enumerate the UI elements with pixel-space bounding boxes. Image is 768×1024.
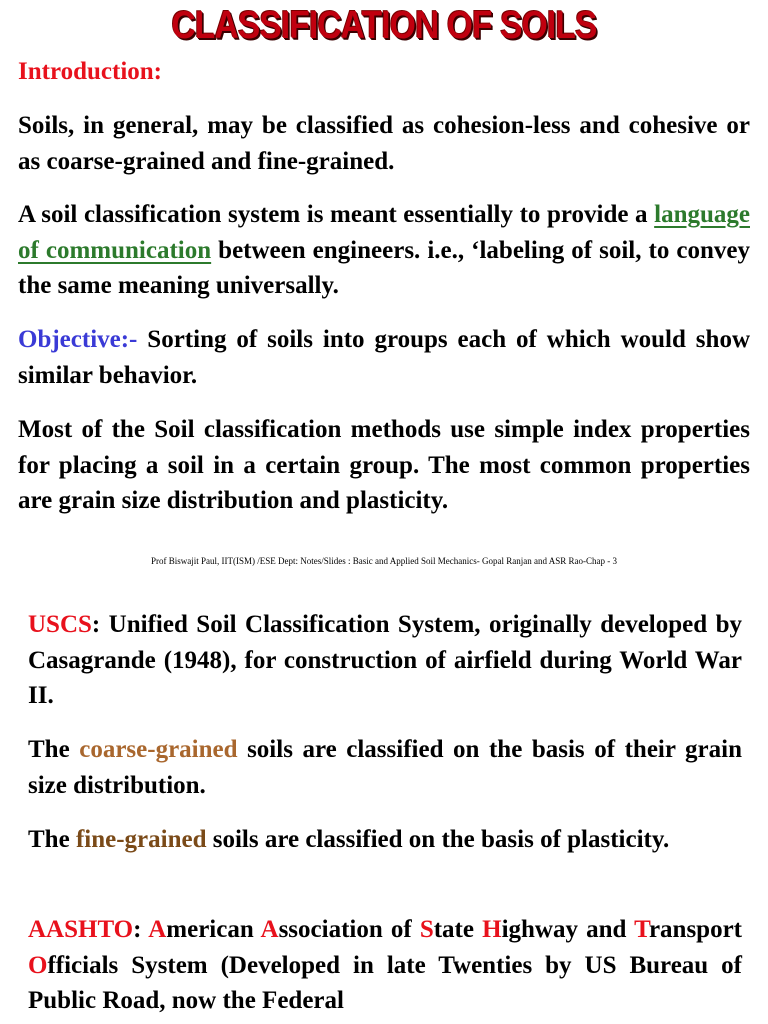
footnote: Prof Biswajit Paul, IIT(ISM) /ESE Dept: Notes/Slides : Basic and Applied Soil Mechanics- Gopal Ranjan and ASR Rao-Chap - 3 bbox=[151, 556, 617, 566]
coarse-grained-paragraph bbox=[28, 732, 742, 803]
acronym-letter-t: T bbox=[634, 916, 649, 943]
language-of-communication-link: language of communication bbox=[18, 201, 750, 264]
word-state: tate bbox=[433, 916, 483, 943]
objective-text: Sorting of soils into groups each of which would show similar behavior. bbox=[18, 326, 750, 389]
aashto-label: AASHTO bbox=[28, 916, 134, 943]
uscs-text: : Unified Soil Classification System, originally developed by Casagrande (1948), for construction of airfield during World War II. bbox=[28, 611, 742, 709]
fine-text-after: soils are classified on the basis of plasticity. bbox=[206, 826, 670, 853]
word-officials-rest: fficials System (Developed in late Twenties by US Bureau of Public Road, now the Federal bbox=[28, 951, 742, 1014]
coarse-text-before: The bbox=[28, 736, 80, 763]
coarse-text-after: soils are classified on the basis of their grain size distribution. bbox=[28, 736, 742, 799]
p2-text-before: A soil classification system is meant essentially to provide a bbox=[18, 201, 655, 228]
paragraph-4: Most of the Soil classification methods use simple index properties for placing a soil in a certain group. The most common properties are grain size distribution and plasticity. bbox=[18, 416, 750, 514]
page-title: CLASSIFICATION OF SOILS bbox=[171, 4, 597, 47]
aashto-colon: : bbox=[133, 916, 149, 943]
coarse-grained-term: coarse-grained bbox=[79, 736, 238, 763]
acronym-letter-s: S bbox=[419, 916, 434, 943]
word-association: ssociation of bbox=[278, 916, 420, 943]
word-highway: ighway and bbox=[501, 916, 635, 943]
paragraph-2 bbox=[18, 197, 750, 304]
word-american: merican bbox=[166, 916, 261, 943]
objective-label: Objective:- bbox=[18, 326, 138, 353]
word-transport: ransport bbox=[648, 916, 742, 943]
fine-grained-paragraph bbox=[28, 822, 742, 858]
acronym-letter-h: H bbox=[482, 916, 502, 943]
intro-heading bbox=[18, 54, 750, 90]
p2-text-after: between engineers. i.e., ‘labeling of soil, to convey the same meaning universally. bbox=[18, 236, 750, 299]
aashto-paragraph bbox=[28, 912, 742, 1019]
fine-grained-term: fine-grained bbox=[75, 826, 207, 853]
introduction-label: Introduction: bbox=[18, 58, 163, 85]
acronym-letter-a1: A bbox=[148, 916, 167, 943]
fine-text-before: The bbox=[28, 826, 76, 853]
uscs-label: USCS bbox=[28, 611, 92, 638]
uscs-paragraph bbox=[28, 607, 742, 714]
objective-paragraph bbox=[18, 322, 750, 393]
paragraph-1: Soils, in general, may be classified as cohesion-less and cohesive or as coarse-grained and fine-grained. bbox=[18, 112, 750, 175]
acronym-letter-a2: A bbox=[260, 916, 279, 943]
acronym-letter-o: O bbox=[28, 951, 48, 979]
